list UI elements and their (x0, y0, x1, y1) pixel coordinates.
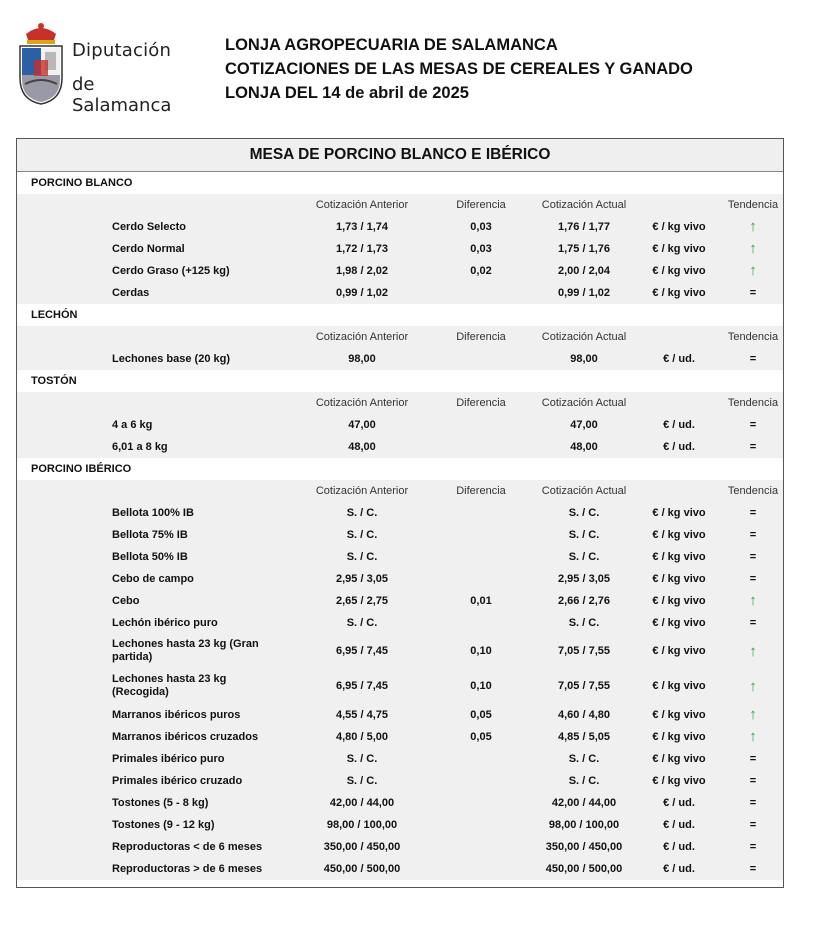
row-label: Cebo de campo (112, 573, 194, 585)
row-label: Reproductoras < de 6 meses (112, 841, 263, 853)
section-title: LECHÓN (17, 304, 783, 326)
table-row (17, 634, 783, 669)
unit: € / kg vivo (652, 617, 706, 629)
price-table (16, 138, 784, 888)
current-price: 48,00 (570, 441, 598, 453)
previous-price: 0,99 / 1,02 (336, 287, 388, 299)
column-header-row (17, 392, 783, 414)
header-line-2: COTIZACIONES DE LAS MESAS DE CEREALES Y GANADO (225, 60, 693, 78)
previous-price: 98,00 (348, 353, 376, 365)
difference: 0,03 (470, 243, 492, 255)
table-sections (17, 172, 783, 880)
report-header (225, 33, 693, 105)
row-label: Bellota 100% IB (112, 507, 194, 519)
trend-up-icon: ↑ (749, 262, 757, 279)
previous-price: S. / C. (346, 529, 378, 541)
diputacion-logo (16, 20, 196, 116)
difference: 0,03 (470, 221, 492, 233)
previous-price: 450,00 / 500,00 (323, 863, 401, 875)
column-header-diferencia: Diferencia (456, 331, 506, 343)
difference: 0,05 (470, 731, 492, 743)
previous-price: 6,95 / 7,45 (336, 645, 388, 657)
trend-up-icon: ↑ (749, 240, 757, 257)
current-price: S. / C. (568, 507, 600, 519)
unit: € / kg vivo (652, 529, 706, 541)
table-row (17, 770, 783, 792)
trend: = (749, 753, 757, 765)
unit: € / kg vivo (652, 753, 706, 765)
previous-price: S. / C. (346, 775, 378, 787)
column-header-actual: Cotización Actual (541, 397, 627, 409)
table-row (17, 348, 783, 370)
row-label: Cerdas (112, 287, 150, 299)
column-header-tendencia: Tendencia (727, 485, 779, 497)
table-row (17, 726, 783, 748)
column-header-tendencia: Tendencia (727, 331, 779, 343)
logo-line-1: Diputación (72, 40, 172, 61)
unit: € / ud. (663, 353, 695, 365)
trend-up-icon: ↑ (749, 643, 757, 660)
column-header-anterior: Cotización Anterior (315, 199, 409, 211)
table-row (17, 216, 783, 238)
unit: € / ud. (663, 419, 695, 431)
previous-price: S. / C. (346, 507, 378, 519)
table-row (17, 748, 783, 770)
table-row (17, 612, 783, 634)
row-label: Cerdo Normal (112, 243, 185, 255)
trend: = (749, 819, 757, 831)
unit: € / kg vivo (652, 551, 706, 563)
table-row (17, 792, 783, 814)
previous-price: 42,00 / 44,00 (329, 797, 395, 809)
unit: € / ud. (663, 797, 695, 809)
table-title: MESA DE PORCINO BLANCO E IBÉRICO (17, 139, 783, 172)
table-row (17, 568, 783, 590)
trend: = (749, 863, 757, 875)
column-header-diferencia: Diferencia (456, 199, 506, 211)
unit: € / kg vivo (652, 775, 706, 787)
unit: € / ud. (663, 819, 695, 831)
previous-price: 4,80 / 5,00 (336, 731, 388, 743)
current-price: S. / C. (568, 617, 600, 629)
current-price: 2,00 / 2,04 (558, 265, 610, 277)
unit: € / kg vivo (652, 680, 706, 692)
unit: € / kg vivo (652, 221, 706, 233)
current-price: 350,00 / 450,00 (545, 841, 623, 853)
row-label: Cerdo Selecto (112, 221, 186, 233)
current-price: 2,95 / 3,05 (558, 573, 610, 585)
difference: 0,02 (470, 265, 492, 277)
section-block (17, 392, 783, 458)
previous-price: 98,00 / 100,00 (326, 819, 398, 831)
current-price: 47,00 (570, 419, 598, 431)
current-price: 4,85 / 5,05 (558, 731, 610, 743)
trend-up-icon: ↑ (749, 218, 757, 235)
previous-price: 6,95 / 7,45 (336, 680, 388, 692)
current-price: S. / C. (568, 551, 600, 563)
unit: € / kg vivo (652, 243, 706, 255)
row-label: Lechones base (20 kg) (112, 353, 230, 365)
current-price: 42,00 / 44,00 (551, 797, 617, 809)
column-header-anterior: Cotización Anterior (315, 397, 409, 409)
row-label: Lechones hasta 23 kg (Recogida) (112, 673, 227, 698)
row-label: Primales ibérico puro (112, 753, 225, 765)
trend: = (749, 419, 757, 431)
unit: € / ud. (663, 441, 695, 453)
column-header-tendencia: Tendencia (727, 397, 779, 409)
trend: = (749, 551, 757, 563)
section-title: PORCINO IBÉRICO (17, 458, 783, 480)
row-label: Lechones hasta 23 kg (Gran partida) (112, 638, 259, 663)
section-block (17, 194, 783, 304)
current-price: S. / C. (568, 529, 600, 541)
previous-price: 47,00 (348, 419, 376, 431)
table-row (17, 669, 783, 704)
unit: € / kg vivo (652, 731, 706, 743)
table-row (17, 414, 783, 436)
row-label: Bellota 50% IB (112, 551, 188, 563)
table-row (17, 260, 783, 282)
row-label: Lechón ibérico puro (112, 617, 218, 629)
column-header-actual: Cotización Actual (541, 331, 627, 343)
difference: 0,10 (470, 645, 492, 657)
coat-of-arms-icon (16, 20, 66, 106)
current-price: 4,60 / 4,80 (558, 709, 610, 721)
row-label: Marranos ibéricos puros (112, 709, 241, 721)
table-row (17, 836, 783, 858)
trend: = (749, 287, 757, 299)
row-label: 4 a 6 kg (112, 419, 153, 431)
current-price: 7,05 / 7,55 (558, 680, 610, 692)
column-header-tendencia: Tendencia (727, 199, 779, 211)
table-row (17, 436, 783, 458)
trend: = (749, 841, 757, 853)
row-label: Primales ibérico cruzado (112, 775, 243, 787)
row-label: Cerdo Graso (+125 kg) (112, 265, 230, 277)
current-price: 2,66 / 2,76 (558, 595, 610, 607)
row-label: 6,01 a 8 kg (112, 441, 168, 453)
trend-up-icon: ↑ (749, 728, 757, 745)
column-header-actual: Cotización Actual (541, 199, 627, 211)
trend: = (749, 573, 757, 585)
previous-price: 48,00 (348, 441, 376, 453)
row-label: Bellota 75% IB (112, 529, 188, 541)
unit: € / kg vivo (652, 507, 706, 519)
section-title: TOSTÓN (17, 370, 783, 392)
header-line-3: LONJA DEL 14 de abril de 2025 (225, 84, 469, 102)
table-row (17, 814, 783, 836)
unit: € / kg vivo (652, 595, 706, 607)
trend: = (749, 797, 757, 809)
previous-price: 1,98 / 2,02 (336, 265, 388, 277)
section-block (17, 480, 783, 880)
table-row (17, 238, 783, 260)
previous-price: 2,95 / 3,05 (336, 573, 388, 585)
previous-price: 2,65 / 2,75 (336, 595, 388, 607)
column-header-diferencia: Diferencia (456, 485, 506, 497)
column-header-anterior: Cotización Anterior (315, 485, 409, 497)
column-header-row (17, 194, 783, 216)
row-label: Cebo (112, 595, 140, 607)
table-row (17, 502, 783, 524)
header-line-1: LONJA AGROPECUARIA DE SALAMANCA (225, 36, 558, 54)
current-price: 1,76 / 1,77 (558, 221, 610, 233)
current-price: S. / C. (568, 775, 600, 787)
current-price: 450,00 / 500,00 (545, 863, 623, 875)
difference: 0,05 (470, 709, 492, 721)
column-header-row (17, 326, 783, 348)
table-row (17, 704, 783, 726)
table-row (17, 590, 783, 612)
trend: = (749, 441, 757, 453)
unit: € / kg vivo (652, 645, 706, 657)
logo-line-2: de Salamanca (72, 74, 172, 116)
previous-price: 4,55 / 4,75 (336, 709, 388, 721)
current-price: 7,05 / 7,55 (558, 645, 610, 657)
row-label: Tostones (9 - 12 kg) (112, 819, 215, 831)
previous-price: S. / C. (346, 551, 378, 563)
current-price: 0,99 / 1,02 (558, 287, 610, 299)
current-price: S. / C. (568, 753, 600, 765)
current-price: 98,00 / 100,00 (548, 819, 620, 831)
trend: = (749, 617, 757, 629)
trend: = (749, 507, 757, 519)
previous-price: 1,73 / 1,74 (336, 221, 388, 233)
trend: = (749, 775, 757, 787)
trend-up-icon: ↑ (749, 592, 757, 609)
table-row (17, 282, 783, 304)
column-header-diferencia: Diferencia (456, 397, 506, 409)
previous-price: S. / C. (346, 753, 378, 765)
trend: = (749, 529, 757, 541)
trend-up-icon: ↑ (749, 678, 757, 695)
unit: € / kg vivo (652, 265, 706, 277)
previous-price: 350,00 / 450,00 (323, 841, 401, 853)
table-row (17, 524, 783, 546)
unit: € / ud. (663, 841, 695, 853)
table-row (17, 858, 783, 880)
previous-price: 1,72 / 1,73 (336, 243, 388, 255)
trend-up-icon: ↑ (749, 706, 757, 723)
current-price: 1,75 / 1,76 (558, 243, 610, 255)
row-label: Marranos ibéricos cruzados (112, 731, 259, 743)
section-block (17, 326, 783, 370)
unit: € / kg vivo (652, 287, 706, 299)
current-price: 98,00 (570, 353, 598, 365)
section-title: PORCINO BLANCO (17, 172, 783, 194)
difference: 0,10 (470, 680, 492, 692)
table-row (17, 546, 783, 568)
previous-price: S. / C. (346, 617, 378, 629)
column-header-actual: Cotización Actual (541, 485, 627, 497)
difference: 0,01 (470, 595, 492, 607)
column-header-anterior: Cotización Anterior (315, 331, 409, 343)
unit: € / ud. (663, 863, 695, 875)
row-label: Tostones (5 - 8 kg) (112, 797, 209, 809)
unit: € / kg vivo (652, 573, 706, 585)
column-header-row (17, 480, 783, 502)
trend: = (749, 353, 757, 365)
unit: € / kg vivo (652, 709, 706, 721)
row-label: Reproductoras > de 6 meses (112, 863, 263, 875)
